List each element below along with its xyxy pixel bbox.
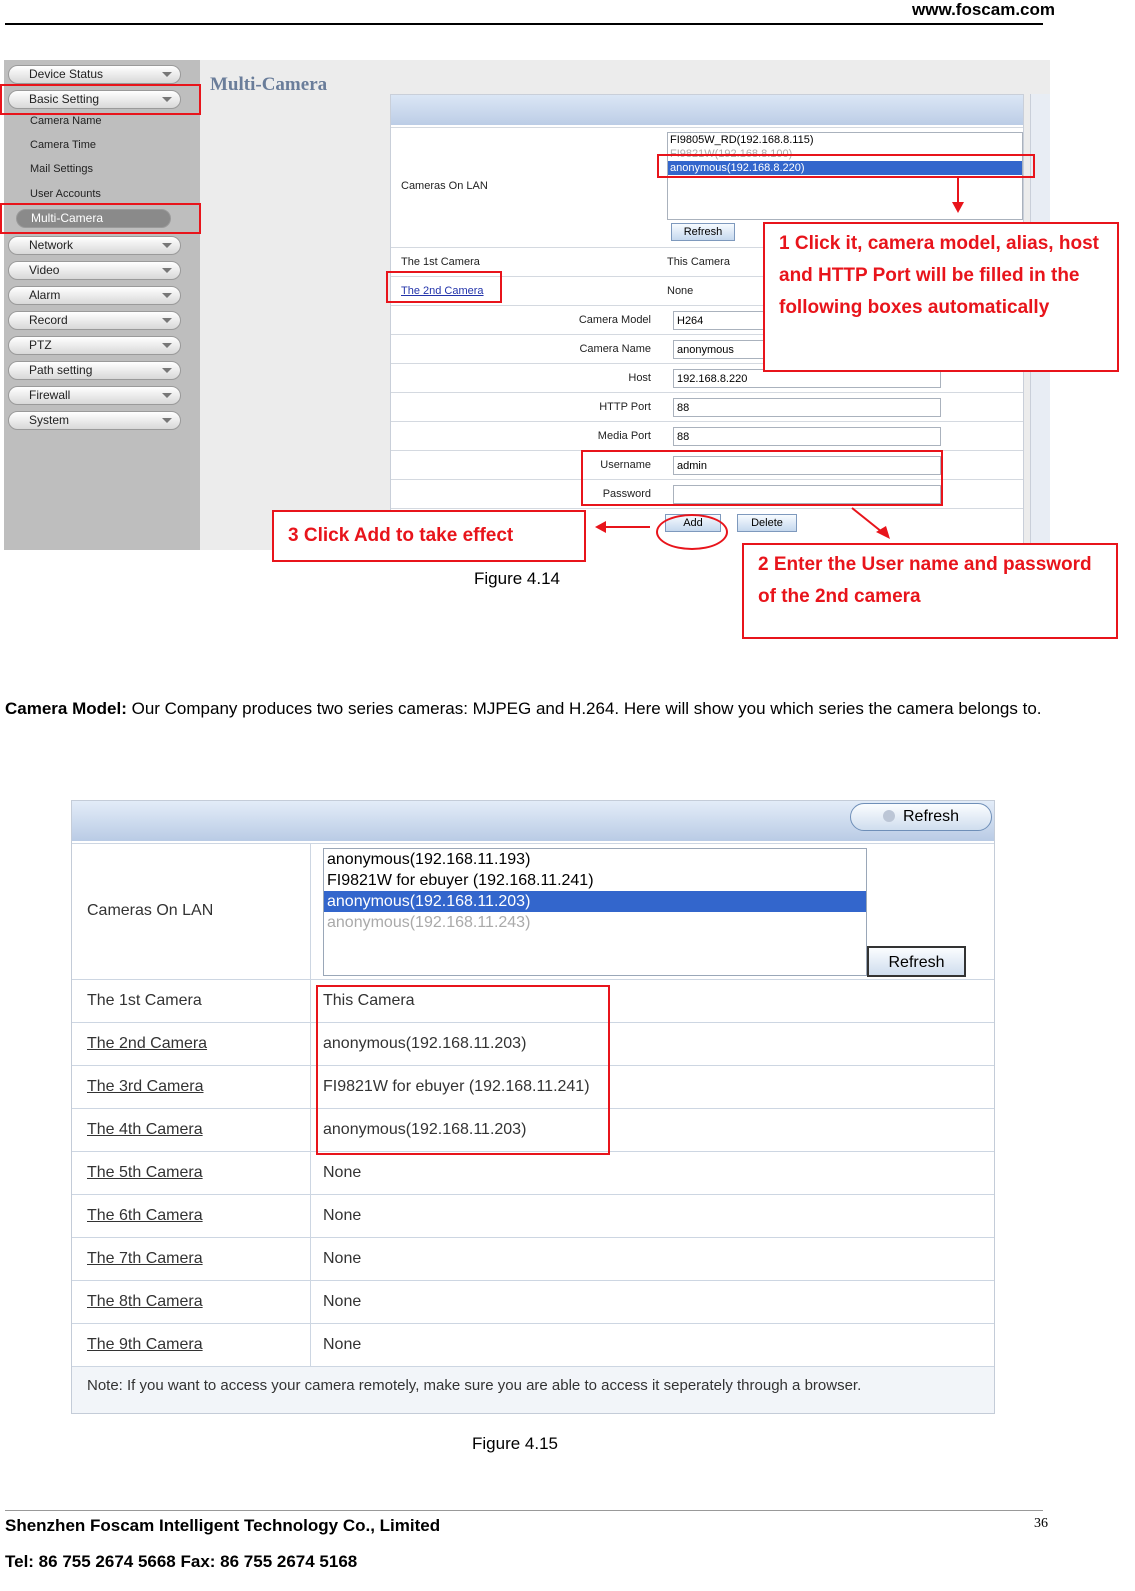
camera-value: None bbox=[323, 1336, 362, 1353]
first-camera-label: The 1st Camera bbox=[401, 256, 480, 268]
sidebar-subitem-mail-settings[interactable]: Mail Settings bbox=[30, 163, 93, 175]
callout-step-2: 2 Enter the User name and password of the 2nd camera bbox=[742, 543, 1118, 639]
highlight-camera-values bbox=[316, 985, 610, 1155]
footer-contact: Tel: 86 755 2674 5668 Fax: 86 755 2674 5168 bbox=[5, 1552, 358, 1571]
sidebar-item-firewall[interactable]: Firewall bbox=[8, 386, 181, 405]
callout-step-1: 1 Click it, camera model, alias, host and HTTP Port will be filled in the following boxes automatically bbox=[763, 222, 1119, 372]
list-item[interactable]: FI9805W_RD(192.168.8.115) bbox=[670, 134, 814, 146]
table-row bbox=[72, 1280, 994, 1324]
arrow-head-icon bbox=[952, 202, 964, 213]
cameras-on-lan-label: Cameras On LAN bbox=[401, 180, 488, 192]
sidebar-item-system[interactable]: System bbox=[8, 411, 181, 430]
refresh-icon bbox=[883, 810, 895, 822]
sidebar-subitem-camera-name[interactable]: Camera Name bbox=[30, 115, 102, 127]
camera-value: None bbox=[323, 1207, 362, 1224]
camera-value: None bbox=[323, 1293, 362, 1310]
note-text: Note: If you want to access your camera remotely, make sure you are able to access it seperately through a browser. bbox=[87, 1377, 862, 1394]
camera-model-field[interactable]: H264 bbox=[673, 311, 941, 330]
arrow-line bbox=[852, 508, 882, 532]
first-camera-value: This Camera bbox=[667, 256, 730, 268]
http-port-field[interactable]: 88 bbox=[673, 398, 941, 417]
camera-value: This Camera bbox=[323, 992, 415, 1009]
camera-link[interactable]: The 6th Camera bbox=[87, 1207, 203, 1224]
host-label: Host bbox=[628, 372, 651, 384]
footer-company: Shenzhen Foscam Intelligent Technology Co., Limited bbox=[5, 1516, 441, 1535]
sidebar-item-alarm[interactable]: Alarm bbox=[8, 286, 181, 305]
camera-model-label: Camera Model bbox=[578, 314, 651, 326]
list-item[interactable]: FI9821W for ebuyer (192.168.11.241) bbox=[327, 872, 594, 889]
table-row bbox=[72, 1194, 994, 1238]
sidebar-subitem-multi-camera[interactable]: Multi-Camera bbox=[16, 209, 171, 228]
sidebar-item-ptz[interactable]: PTZ bbox=[8, 336, 181, 355]
figure-caption: Figure 4.15 bbox=[472, 1434, 558, 1453]
sidebar-item-device-status[interactable]: Device Status bbox=[8, 65, 181, 84]
password-label: Password bbox=[602, 488, 651, 500]
table-row bbox=[72, 1323, 994, 1367]
page-number: 36 bbox=[1034, 1516, 1048, 1531]
sidebar-item-video[interactable]: Video bbox=[8, 261, 181, 280]
media-port-label: Media Port bbox=[597, 430, 651, 442]
http-port-label: HTTP Port bbox=[599, 401, 651, 413]
host-field[interactable]: 192.168.8.220 bbox=[673, 369, 941, 388]
username-field[interactable]: admin bbox=[673, 456, 941, 475]
camera-list[interactable] bbox=[323, 848, 867, 976]
camera-value: FI9821W for ebuyer (192.168.11.241) bbox=[323, 1078, 590, 1095]
list-item[interactable]: FI9821W(192.168.8.100) bbox=[670, 148, 793, 160]
figure-caption: Figure 4.14 bbox=[474, 569, 560, 588]
sidebar-item-network[interactable]: Network bbox=[8, 236, 181, 255]
camera-link[interactable]: The 3rd Camera bbox=[87, 1078, 204, 1095]
camera-link[interactable]: The 4th Camera bbox=[87, 1121, 203, 1138]
camera-link[interactable]: The 8th Camera bbox=[87, 1293, 203, 1310]
sidebar-item-basic-setting[interactable]: Basic Setting bbox=[8, 90, 181, 109]
cameras-on-lan-label: Cameras On LAN bbox=[87, 902, 214, 919]
camera-value: anonymous(192.168.11.203) bbox=[323, 1035, 527, 1052]
table-row bbox=[72, 1237, 994, 1281]
body-paragraph bbox=[5, 692, 1050, 726]
camera-value: anonymous(192.168.11.203) bbox=[323, 1121, 527, 1138]
delete-button[interactable]: Delete bbox=[737, 514, 797, 532]
list-item[interactable]: anonymous(192.168.11.193) bbox=[327, 851, 531, 868]
second-camera-link[interactable]: The 2nd Camera bbox=[401, 285, 484, 297]
camera-name-field[interactable]: anonymous bbox=[673, 340, 941, 359]
arrow-head-icon bbox=[595, 521, 606, 533]
refresh-button[interactable]: Refresh bbox=[671, 223, 735, 241]
camera-label: The 1st Camera bbox=[87, 992, 202, 1009]
list-item-selected[interactable]: anonymous(192.168.11.203) bbox=[324, 891, 866, 912]
username-label: Username bbox=[600, 459, 651, 471]
footer-divider bbox=[5, 1510, 1043, 1511]
camera-link[interactable]: The 5th Camera bbox=[87, 1164, 203, 1181]
camera-value: None bbox=[323, 1164, 362, 1181]
paragraph-text: Our Company produces two series cameras: MJPEG and H.264. Here will show you which series the camera belongs to. bbox=[126, 699, 1042, 718]
camera-link[interactable]: The 7th Camera bbox=[87, 1250, 203, 1267]
top-refresh-button[interactable]: Refresh bbox=[850, 803, 992, 831]
second-camera-value: None bbox=[667, 285, 694, 297]
camera-link[interactable]: The 9th Camera bbox=[87, 1336, 203, 1353]
camera-name-label: Camera Name bbox=[579, 343, 651, 355]
add-button[interactable]: Add bbox=[665, 514, 721, 532]
camera-value: None bbox=[323, 1250, 362, 1267]
sidebar-item-record[interactable]: Record bbox=[8, 311, 181, 330]
table-row bbox=[72, 1151, 994, 1195]
refresh-button[interactable]: Refresh bbox=[867, 946, 966, 977]
header-url[interactable]: www.foscam.com bbox=[912, 0, 1055, 19]
sidebar-subitem-camera-time[interactable]: Camera Time bbox=[30, 139, 97, 151]
camera-link[interactable]: The 2nd Camera bbox=[87, 1035, 208, 1052]
callout-step-3: 3 Click Add to take effect bbox=[272, 510, 586, 562]
media-port-field[interactable]: 88 bbox=[673, 427, 941, 446]
list-item-selected[interactable]: anonymous(192.168.8.220) bbox=[668, 161, 1022, 175]
term-label: Camera Model: bbox=[5, 699, 127, 718]
sidebar-item-path-setting[interactable]: Path setting bbox=[8, 361, 181, 380]
list-item[interactable]: anonymous(192.168.11.243) bbox=[327, 914, 531, 931]
sidebar-subitem-user-accounts[interactable]: User Accounts bbox=[30, 188, 101, 200]
page-title: Multi-Camera bbox=[210, 74, 328, 95]
